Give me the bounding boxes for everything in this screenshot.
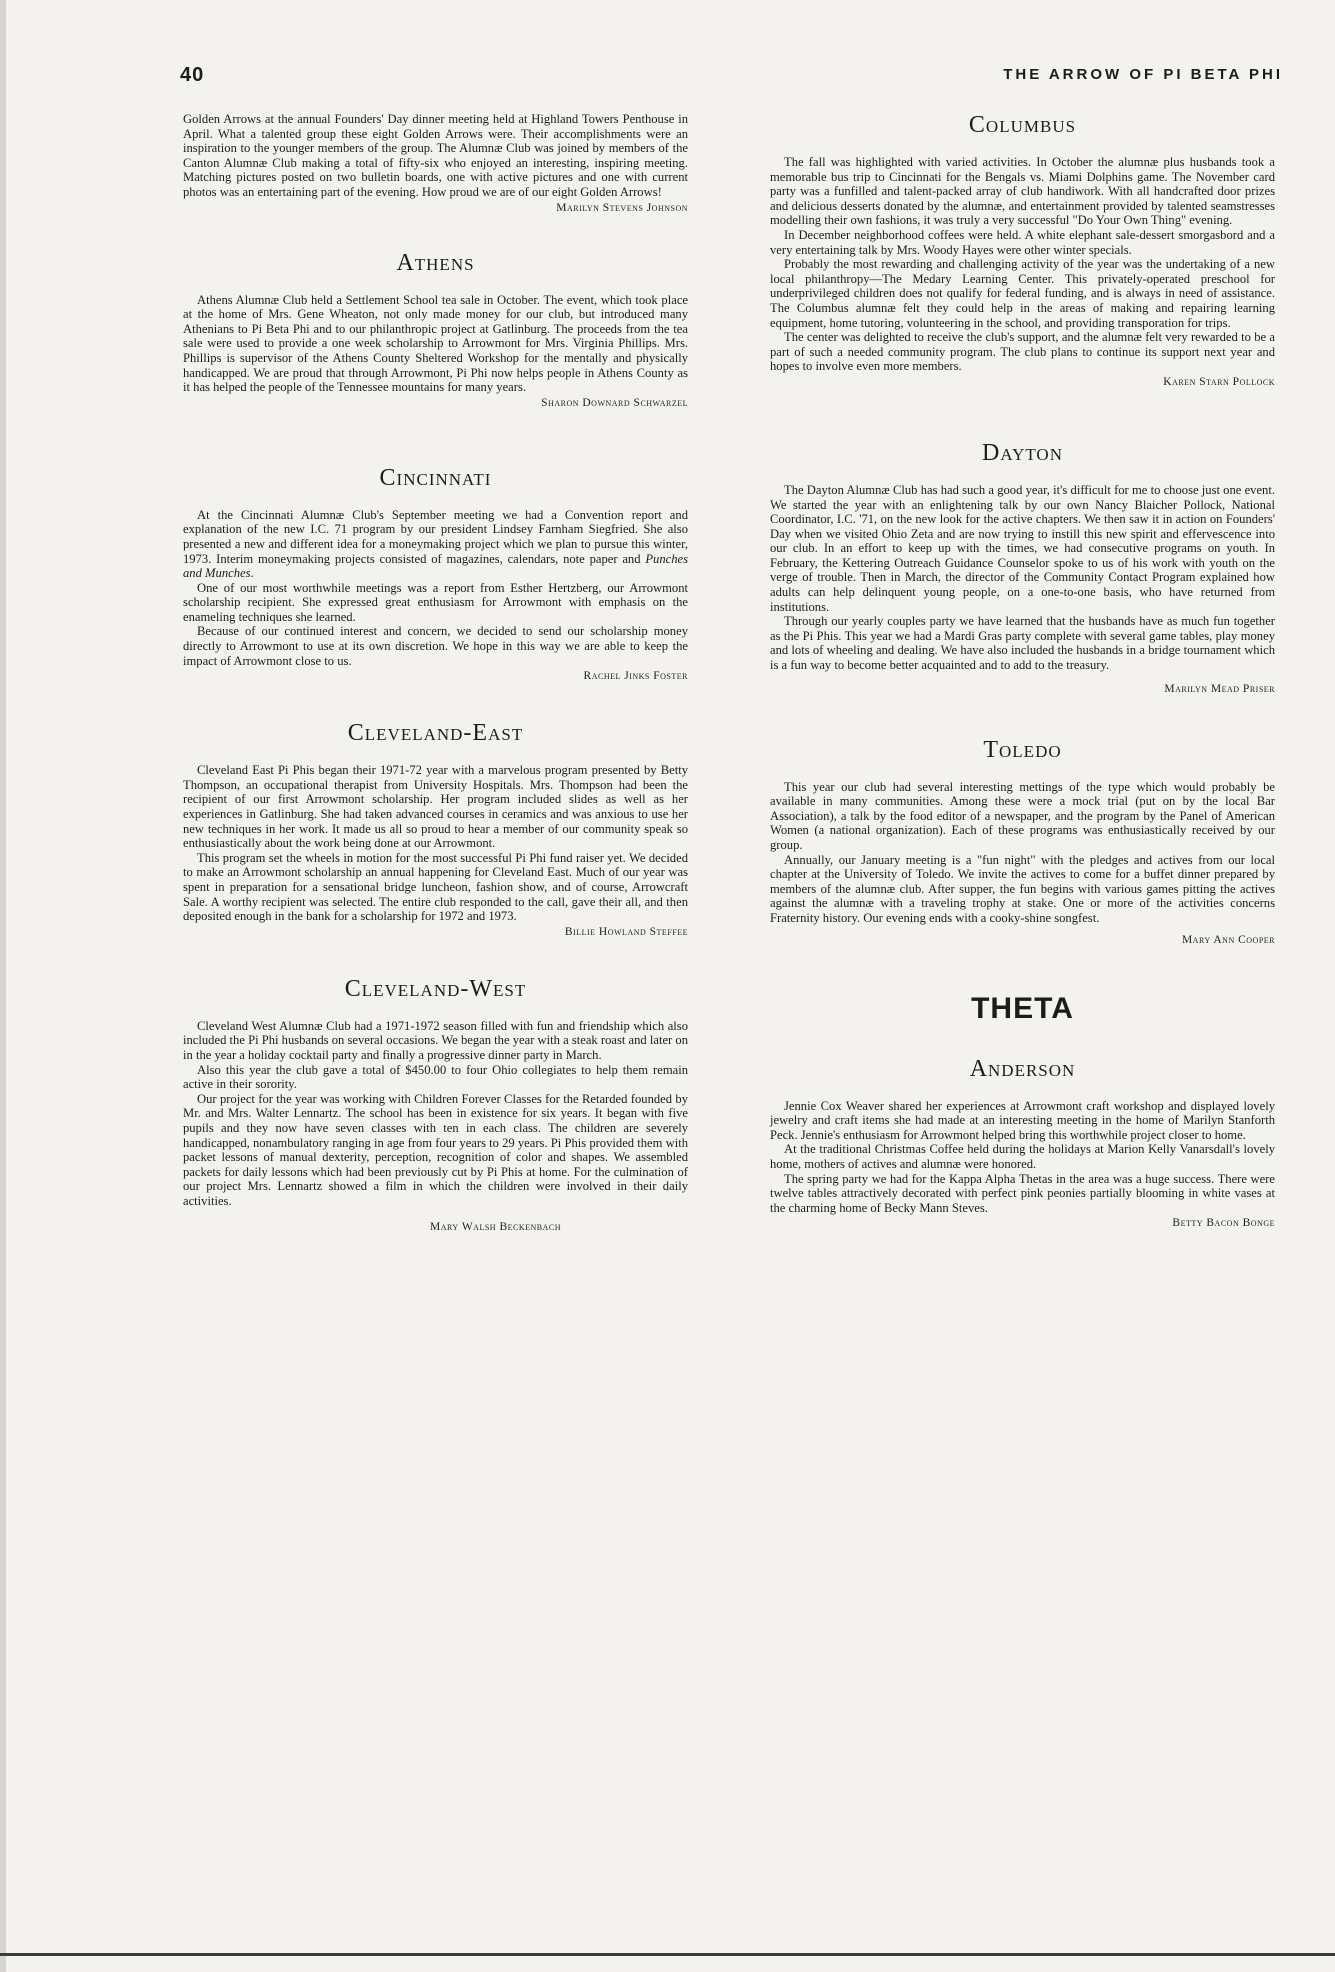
section-heading: Cincinnati (379, 464, 492, 491)
signature: Marilyn Stevens Johnson (556, 201, 688, 214)
paragraph-text: At the Cincinnati Alumnæ Club's September meeting we had a Convention report and explanation of the new I.C. 71 program by our president Lindsey Farnham Siegfried. She also presented a new and different idea for a moneymaking project which we plan to pursue this winter, 1973. Interim moneymaking projects consisted of magazines, calendars, note paper and (183, 507, 688, 566)
signature: Mary Walsh Beckenbach (429, 1220, 562, 1233)
right-column (770, 112, 1275, 1229)
section-heading: Columbus (968, 112, 1077, 138)
paragraph: Our project for the year was working with Children Forever Classes for the Retarded founded by Mr. and Mrs. Walter Lennartz. The school has been in existence for six years. It began with five pupils and they now have seven classes with ten in each class. The children are severely handicapped, nonambulatory ranging in age from four years to 29 years. Pi Phis provided them with packet lessons of manual dexterity, perception, recognition of color and shapes. We assembled packets for daily lessons which had been previously cut by Pi Phis at home. For the culmination of our project Mrs. Lennartz showed a film in which the children were involved in their daily activities. (183, 1091, 688, 1208)
section-cleveland-east (183, 720, 688, 938)
paragraph: Athens Alumnæ Club held a Settlement School tea sale in October. The event, which took place at the home of Mrs. Gene Wheaton, not only made money for our club, but introduced many Athenians to Pi Beta Phi and to our philanthropic project at Gatlinburg. The proceeds from the tea sale were used to provide a one week scholarship to Arrowmont for Mrs. Virginia Phillips. Mrs. Phillips is supervisor of the Athens County Sheltered Workshop for the mentally and physically handicapped. We are proud that through Arrowmont, Pi Phi now helps people in Athens County as it has helped the people of the Tennessee mountains for many years. (183, 292, 688, 395)
paragraph: Cleveland East Pi Phis began their 1971-72 year with a marvelous program presented by Betty Thompson, an occupational therapist from University Hospitals. Mrs. Thompson had been the recipient of our first Arrowmont scholarship. Her program included slides as well as her experiences in Gatlinburg. She had taken advanced courses in ceramics and was anxious to use her new techniques in her work. It made us all so proud to hear a member of our community speak so enthusiastically about the work being done at our Arrowmont. (183, 763, 688, 851)
section-anderson (770, 1056, 1275, 1230)
section-columbus (770, 112, 1275, 388)
paragraph: The spring party we had for the Kappa Alpha Thetas in the area was a huge success. There were twelve tables attractively decorated with perfect pink peonies partially blooming in white vases at the charming home of Becky Mann Steves. (770, 1171, 1275, 1215)
signature: Mary Ann Cooper (1181, 933, 1275, 946)
section-cleveland-west (183, 976, 688, 1233)
section-heading: Anderson (969, 1055, 1076, 1082)
paragraph: Because of our continued interest and concern, we decided to send our scholarship money directly to Arrowmont to use at its own discretion. We hope in this way we are able to keep the impact of Arrowmont close to us. (183, 624, 688, 668)
signature: Karen Starn Pollock (1163, 375, 1275, 388)
signature: Rachel Jinks Foster (583, 670, 688, 683)
section-cincinnati (183, 465, 688, 683)
paragraph-text: . (250, 566, 254, 581)
paragraph: Jennie Cox Weaver shared her experiences at Arrowmont craft workshop and displayed lovely jewelry and craft items she had made at an interesting meeting in the home of Marilyn Stanforth Peck. Jennie's enthusiasm for Arrowmont helped bring this worthwhile project closer to home. (770, 1098, 1275, 1142)
section-heading: Dayton (982, 439, 1063, 466)
paragraph: The center was delighted to receive the club's support, and the alumnæ felt very rewarded to be a part of such a needed community program. The club plans to continue its support next year and hopes to involve even more members. (770, 330, 1275, 374)
paragraph (183, 508, 688, 581)
paragraph: Also this year the club gave a total of $450.00 to four Ohio collegiates to help them remain active in their sorority. (183, 1062, 688, 1092)
paragraph: The fall was highlighted with varied activities. In October the alumnæ plus husbands took a memorable bus trip to Cincinnati for the Bengals vs. Miami Dolphins game. The November card party was a funfilled and talent-packed array of club handiwork. With all handcrafted door prizes and delicious desserts donated by the alumnæ, and entertainment provided by talented seamstresses modelling their own fashions, it was truly a very successful "Do Your Own Thing" evening. (770, 155, 1275, 228)
paragraph: Through our yearly couples party we have learned that the husbands have as much fun together as the Pi Phis. This year we had a Mardi Gras party complete with several game tables, play money and lots of wheeling and dealing. We have also included the husbands in a bridge tournament which is a fun way to become better acquainted and to add to the treasury. (770, 614, 1275, 673)
section-heading: Cleveland-West (344, 975, 527, 1002)
section-athens (183, 250, 688, 409)
paragraph: Annually, our January meeting is a "fun night" with the pledges and actives from our local chapter at the University of Toledo. We invite the actives to come for a buffet dinner prepared by members of the alumnæ club. After supper, the fun begins with various games pitting the actives against the alumnæ with a traveling trophy at stake. One or more of the activities concerns Fraternity history. Our evening ends with a cooky-shine songfest. (770, 852, 1275, 925)
paragraph: In December neighborhood coffees were held. A white elephant sale-dessert smorgasbord and a very entertaining talk by Mrs. Woody Hayes were other winter specials. (770, 227, 1275, 257)
signature: Marilyn Mead Priser (1164, 682, 1275, 695)
running-title: THE ARROW OF PI BETA PHI (1003, 66, 1283, 83)
section-heading: Athens (396, 249, 475, 276)
paragraph: Probably the most rewarding and challenging activity of the year was the undertaking of a new local philanthropy—The Medary Learning Center. This privately-operated preschool for underprivileged children does not qualify for federal funding, and is always in need of assistance. The Columbus alumnæ felt they could help in the areas of making and repairing learning equipment, home tutoring, volunteering in the school, and providing transporation for trips. (770, 257, 1275, 330)
paragraph: The Dayton Alumnæ Club has had such a good year, it's difficult for me to choose just one event. We started the year with an enlightening talk by our own Nancy Blaicher Pollock, National Coordinator, I.C. '71, on the new look for the active chapters. We then saw it in action on Founders' Day when we visited Ohio Zeta and are now trying to instill this new spirit and effervescence into our club. In an effort to keep up with the times, we had consecutive programs on youth. In February, the Kettering Outreach Guidance Counselor spoke to us of his work with youth on the verge of trouble. Then in March, the director of the Community Contact Program explained how adults can help delinquent young people, on a one-to-one basis, who have returned from institutions. (770, 482, 1275, 614)
left-column (183, 112, 688, 1233)
signature: Sharon Downard Schwarzel (541, 396, 688, 409)
section-intro-continued (183, 112, 688, 214)
chapter-title: THETA (971, 991, 1074, 1025)
paragraph: This program set the wheels in motion for the most successful Pi Phi fund raiser yet. We decided to make an Arrowmont scholarship an annual happening for Cleveland East. Much of our year was spent in preparation for a sensational bridge luncheon, fashion show, and of course, Arrowcraft Sale. A worthy recipient was selected. The entire club responded to the call, gave their all, and then deposited enough in the bank for a scholarship for 1972 and 1973. (183, 850, 688, 924)
section-heading: Cleveland-East (347, 720, 524, 747)
page-number: 40 (180, 64, 205, 86)
paragraph: Cleveland West Alumnæ Club had a 1971-1972 season filled with fun and friendship which also included the Pi Phi husbands on several occasions. We began the year with a steak roast and later on in the year a holiday cocktail party and finally a progressive dinner party in March. (183, 1018, 688, 1062)
section-toledo (770, 737, 1275, 946)
paragraph: At the traditional Christmas Coffee held during the holidays at Marion Kelly Vanarsdall's lovely home, mothers of actives and alumnæ were honored. (770, 1142, 1275, 1171)
section-dayton (770, 440, 1275, 695)
section-theta (770, 992, 1275, 1026)
section-heading: Toledo (983, 736, 1062, 763)
page-edge-shadow (0, 0, 6, 1972)
paragraph: This year our club had several interesting mettings of the type which would probably be available in many communities. Among these were a mock trial (put on by the local Bar Association), a talk by the food editor of a newspaper, and the program by the Panel of American Women (a national organization). Each of these programs was enthusiastically received by our group. (770, 779, 1275, 852)
signature: Billie Howland Steffee (564, 925, 688, 938)
italic-title: Punches and Munches (183, 551, 688, 581)
paragraph: One of our most worthwhile meetings was a report from Esther Hertzberg, our Arrowmont scholarship recipient. She expressed great enthusiasm for Arrowmont with emphasis on the enameling techniques she learned. (183, 580, 688, 624)
paragraph: Golden Arrows at the annual Founders' Day dinner meeting held at Highland Towers Penthouse in April. What a talented group these eight Golden Arrows were. Their accomplishments were an inspiration to the younger members of the group. The Alumnæ Club was joined by members of the Canton Alumnæ Club making a total of fifty-six who enjoyed an interesting, inspiring meeting. Matching pictures posted on two bulletin boards, one with active pictures and one with current photos was an entertaining part of the evening. How proud we are of our eight Golden Arrows! (183, 112, 688, 199)
bottom-rule (0, 1953, 1335, 1956)
signature: Betty Bacon Bonge (1172, 1217, 1275, 1230)
